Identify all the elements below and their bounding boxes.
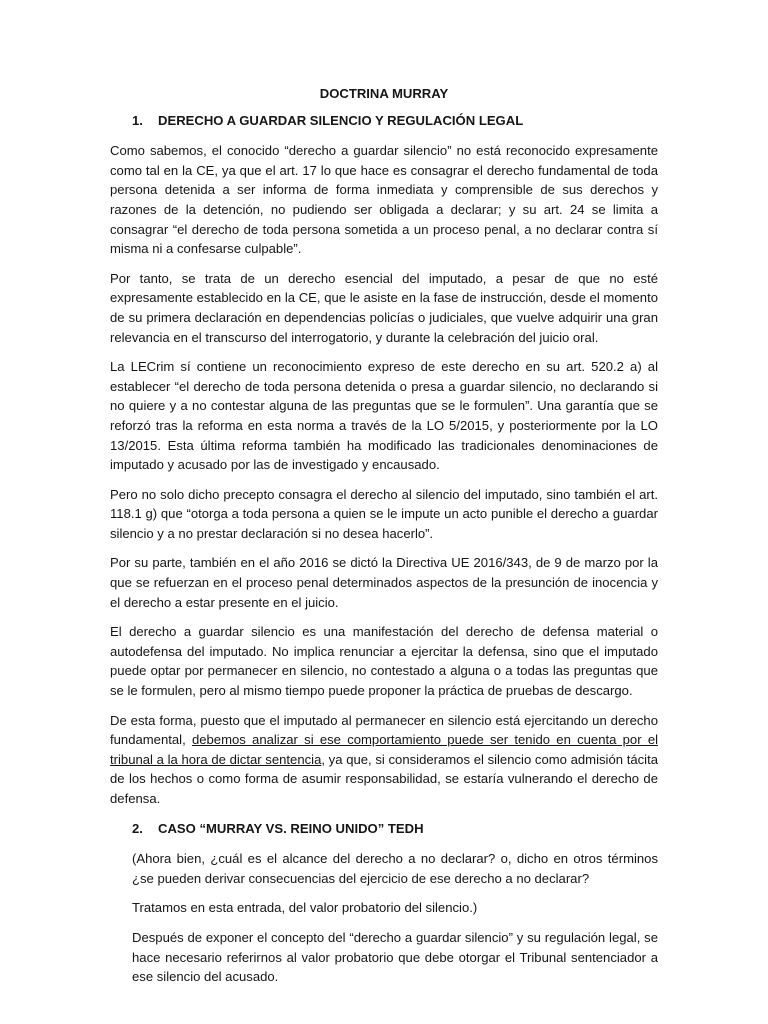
paragraph-text: , ya que, si consideramos el silencio como admisión tácita de los hechos o como forma de asumir responsabilidad, se estaría vulnerando el derecho de defensa.	[110, 751, 658, 806]
paragraph-text: De esta forma, puesto que el imputado al permanecer en silencio está ejercitando un derecho fundamental,	[110, 712, 658, 748]
section-2-heading-text: CASO “MURRAY VS. REINO UNIDO” TEDH	[158, 820, 424, 836]
document-title: DOCTRINA MURRAY	[319, 86, 449, 101]
section-1-heading-text: DERECHO A GUARDAR SILENCIO Y REGULACIÓN LEGAL	[158, 112, 524, 128]
paragraph: Por tanto, se trata de un derecho esencial del imputado, a pesar de que no esté expresamente establecido en la CE, que le asiste en la fase de instrucción, desde el momento de su primera declaración en dependencias policías o judiciales, que vuelve adquirir una gran relevancia en el transcurso del interrogatorio, y durante la celebración del juicio oral.	[110, 270, 658, 345]
section-1-heading	[110, 111, 658, 131]
section-2-heading	[110, 819, 658, 839]
paragraph: Por su parte, también en el año 2016 se dictó la Directiva UE 2016/343, de 9 de marzo por la que se refuerzan en el proceso penal determinados aspectos de la presunción de inocencia y el derecho a estar presente en el juicio.	[110, 555, 658, 610]
paragraph: Pero no solo dicho precepto consagra el derecho al silencio del imputado, sino también el art. 118.1 g) que “otorga a toda persona a quien se le impute un acto punible el derecho a guardar silencio y a no prestar declaración si no desea hacerlo”.	[110, 486, 658, 541]
underlined-text: debemos analizar si ese comportamiento puede ser tenido en cuenta por el tribunal a la hora de dictar sentencia	[110, 732, 659, 767]
paragraph: Como sabemos, el conocido “derecho a guardar silencio” no está reconocido expresamente como tal en la CE, ya que el art. 17 lo que hace es consagrar el derecho fundamental de toda persona detenida a ser informa de forma inmediata y comprensible de sus derechos y razones de la detención, no pudiendo ser obligada a declarar; y su art. 24 se limita a consagrar “el derecho de toda persona sometida a un proceso penal, a no declarar contra sí misma ni a confesarse culpable”.	[110, 143, 658, 257]
section-2-number: 2.	[132, 820, 143, 836]
paragraph: Después de exponer el concepto del “derecho a guardar silencio” y su regulación legal, se hace necesario referirnos al valor probatorio que debe otorgar el Tribunal sentenciador a ese silencio del acusado.	[132, 929, 658, 985]
paragraph: (Ahora bien, ¿cuál es el alcance del derecho a no declarar? o, dicho en otros términos ¿se pueden derivar consecuencias del ejercicio de ese derecho a no declarar?	[132, 851, 658, 886]
paragraph: Tratamos en esta entrada, del valor probatorio del silencio.)	[132, 900, 478, 916]
section-1-number: 1.	[132, 112, 143, 128]
paragraph-with-underline	[110, 711, 658, 809]
paragraph: La LECrim sí contiene un reconocimiento expreso de este derecho en su art. 520.2 a) al establecer “el derecho de toda persona detenida o presa a guardar silencio, no declarando si no quiere y a no contestar alguna de las preguntas que se le formulen”. Una garantía que se reforzó tras la reforma en esta norma a través de la LO 5/2015, y posteriormente por la LO 13/2015. Esta última reforma también ha modificado las tradicionales denominaciones de imputado y acusado por las de investigado y encausado.	[110, 359, 658, 473]
paragraph: El derecho a guardar silencio es una manifestación del derecho de defensa material o autodefensa del imputado. No implica renunciar a ejercitar la defensa, sino que el imputado puede optar por permanecer en silencio, no contestado a alguna o a todas las preguntas que se le formulen, pero al mismo tiempo puede proponer la práctica de pruebas de descargo.	[110, 624, 658, 699]
